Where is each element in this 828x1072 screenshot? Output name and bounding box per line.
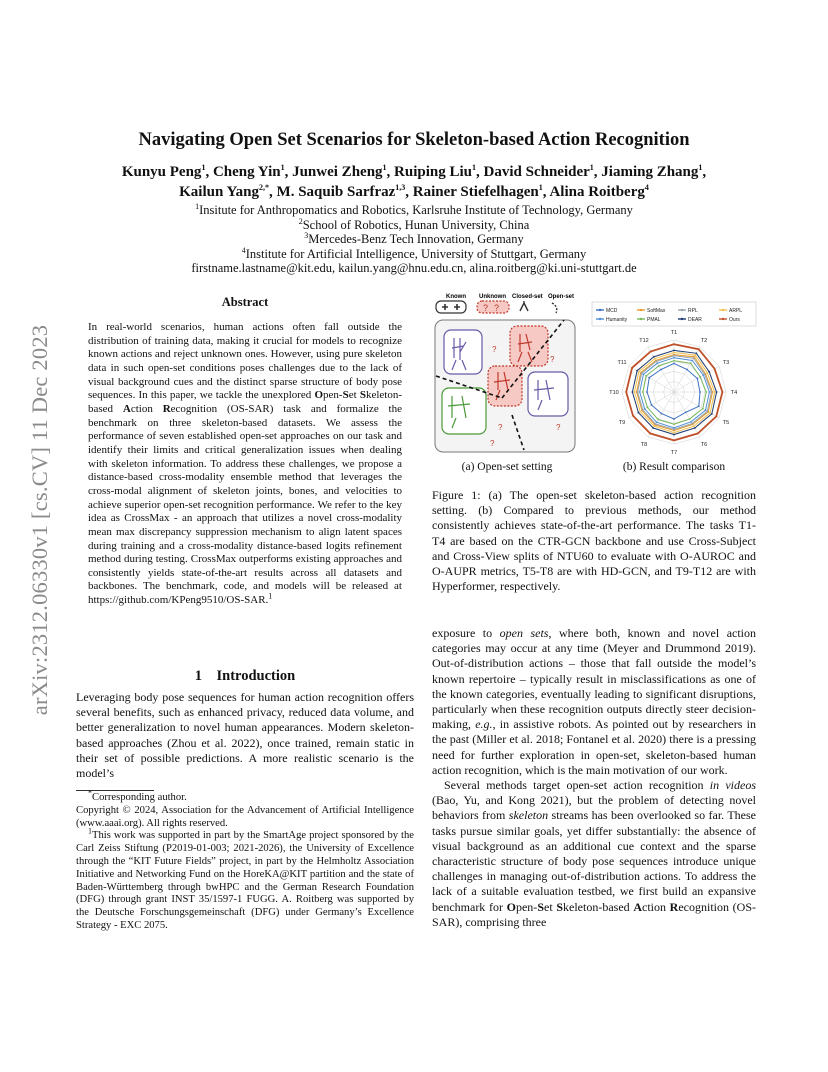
data-point <box>673 350 675 352</box>
author-affil-mark: 1 <box>382 163 387 172</box>
author-name: David Schneider <box>483 164 590 180</box>
data-point <box>714 391 716 393</box>
data-point <box>646 391 648 393</box>
author-name: Kailun Yang <box>179 184 260 200</box>
data-point <box>691 360 693 362</box>
abstract-text-part: pen- <box>323 389 343 402</box>
data-point <box>694 427 696 429</box>
legend-entry: SoftMax <box>647 308 666 314</box>
author-emails: firstname.lastname@kit.edu, kailun.yang@hnu.edu.cn, alina.roitberg@ki.uni-stuttgart.de <box>191 261 637 276</box>
legend-entry: RPL <box>688 308 698 314</box>
data-point <box>638 371 640 373</box>
footnote-mark: 1 <box>88 826 92 836</box>
legend-marker <box>722 318 724 320</box>
abstract-text-part: ction <box>130 402 163 415</box>
legend-unknown-label: Unknown <box>479 294 506 300</box>
figure-1a-open-set-setting <box>432 290 582 456</box>
arxiv-id: arXiv:2312.06330v1 [cs.CV] 11 Dec 2023 <box>27 324 52 716</box>
author-name: Cheng Yin <box>212 164 281 180</box>
legend-marker <box>681 309 683 311</box>
figure-1b-caption: (b) Result comparison <box>622 461 726 473</box>
abstract-bold-letter: S <box>359 389 366 402</box>
data-point <box>685 411 687 413</box>
data-point <box>654 358 656 360</box>
legend-entry: DEAR <box>688 317 702 323</box>
data-point <box>673 423 675 425</box>
data-point <box>632 391 634 393</box>
text-italic: in videos <box>709 778 756 793</box>
footnote-mark: * <box>88 788 92 798</box>
axis-label-t10: T10 <box>609 390 619 396</box>
data-point <box>642 391 644 393</box>
known-cluster-purple <box>528 372 568 416</box>
paper-title: Navigating Open Set Scenarios for Skeleton-based Action Recognition <box>138 130 690 150</box>
abstract-heading: Abstract <box>221 295 269 309</box>
question-icon: ? <box>492 345 497 354</box>
paragraph-open-sets <box>432 626 756 778</box>
legend-marker <box>640 318 642 320</box>
text-part: et <box>544 899 557 914</box>
data-point <box>673 429 675 431</box>
author-name: Jiaming Zhang <box>601 164 699 180</box>
data-point <box>653 425 655 427</box>
abstract-bold-letter: S <box>342 389 349 402</box>
data-point <box>651 404 653 406</box>
text-part: Several methods target open-set action recognition <box>444 778 710 793</box>
known-cluster-green <box>442 388 486 434</box>
affiliation <box>60 203 768 218</box>
author-name: Rainer Stiefelhagen <box>412 184 539 200</box>
data-point <box>690 421 692 423</box>
abstract-text-part: keleton-based <box>88 389 402 415</box>
author-list <box>60 162 768 202</box>
author-line-1: Kunyu Peng$^1$, Cheng Yin$^1$, Junwei Zheng$^1$, Ruiping Liu$^1$, David Schneider$^1$, Jiaming Zhang$^1$, <box>121 163 707 180</box>
data-point <box>634 391 636 393</box>
axis-label-t5: T5 <box>722 420 730 426</box>
data-point <box>706 372 708 374</box>
question-icon: ? <box>494 303 500 313</box>
data-point <box>673 432 675 434</box>
data-point <box>632 415 634 417</box>
text-italic: skeleton <box>508 808 549 823</box>
figure-1b-result-comparison <box>590 292 758 456</box>
data-point <box>631 367 633 369</box>
author-affil-mark: 1 <box>698 163 703 172</box>
abstract-text-part: In real-world scenarios, human actions often fall outside the distribution of training data, making it crucial for models to recognize known actions and reject unknown ones. However, using pure skeleton data in such open-set conditions poses challenges due to the lack of visual background cues and the distinct sparse structure of body pose sequences. In this paper, we tackle the unexplored <box>88 321 402 402</box>
text-part: exposure to <box>432 626 500 640</box>
legend-marker <box>640 309 642 311</box>
axis-label-t9: T9 <box>618 420 626 426</box>
affiliation <box>60 247 768 262</box>
data-point <box>693 357 695 359</box>
legend-marker <box>599 318 601 320</box>
legend-marker <box>599 309 601 311</box>
data-point <box>660 369 662 371</box>
affiliation-text: Mercedes-Benz Tech Innovation, Germany <box>308 232 524 247</box>
axis-label-t4: T4 <box>730 390 738 396</box>
data-point <box>695 352 697 354</box>
footnote-corresponding <box>76 788 414 805</box>
data-point <box>652 427 654 429</box>
arxiv-sidebar-stamp <box>20 280 60 760</box>
data-point <box>708 371 710 373</box>
data-point <box>716 391 718 393</box>
unknown-cluster-red <box>488 366 522 406</box>
data-point <box>673 343 675 345</box>
legend-open-set-label: Open-set <box>548 294 575 300</box>
data-point <box>673 439 675 441</box>
axis-label-t1: T1 <box>670 330 678 336</box>
data-point <box>708 391 710 393</box>
question-icon: ? <box>490 439 495 448</box>
abstract-body <box>88 321 402 608</box>
data-point <box>655 360 657 362</box>
legend-entry: PMAL <box>647 317 661 323</box>
data-point <box>656 421 658 423</box>
text-part: ecognition (OS-SAR), comprising three <box>432 899 756 929</box>
data-point <box>698 348 700 350</box>
legend-entry: MCD <box>606 308 618 314</box>
data-point <box>690 362 692 364</box>
data-point <box>673 427 675 429</box>
data-point <box>673 434 675 436</box>
data-point <box>673 357 675 359</box>
legend-marker <box>722 309 724 311</box>
data-point <box>655 423 657 425</box>
text-part: streams has been overlooked so far. These tasks pursue similar goals, yet differ substantially: the absence of visual background as an additional cue context and the sparse characteristic structure of body pose sequences introduce unique challenges in managing out-of-distribution actions. To address the lack of a suitable evaluation testbed, we first build an expansive benchmark for <box>432 808 756 914</box>
legend-known-box <box>436 301 466 313</box>
closed-set-boundary-icon <box>520 301 528 311</box>
author-affil-mark: 2,* <box>259 183 270 192</box>
text-bold-letter: A <box>633 899 642 914</box>
paragraph-several-methods <box>432 778 756 930</box>
data-point <box>657 419 659 421</box>
data-point <box>650 351 652 353</box>
affiliation-text: Institute for Artificial Intelligence, University of Stuttgart, Germany <box>245 246 587 261</box>
figure-1a-caption: (a) Open-set setting <box>461 461 553 473</box>
affiliation-mark: 1 <box>195 201 200 211</box>
affiliation-mark: 4 <box>241 245 246 255</box>
data-point <box>705 409 707 411</box>
abstract-bold-letter: O <box>314 389 324 402</box>
data-point <box>711 413 713 415</box>
abstract-text-part: et <box>348 389 360 402</box>
data-point <box>673 355 675 357</box>
figure-1-caption: Figure 1: (a) The open-set skeleton-based action recognition setting. (b) Compared to previous methods, our method consistently achieves state-of-the-art performance. The tasks T1-T4 are based on the CTR-GCN backbone and use Cross-Subject and Cross-View splits of NTU60 to evaluate with O-AUROC and O-AUPR metrics, T5-T8 are with HD-GCN, and T9-T12 are with Hyperformer, respectively. <box>432 488 756 594</box>
legend-entry: Ours <box>729 317 740 323</box>
data-point <box>673 418 675 420</box>
author-affil-mark: 1 <box>589 163 594 172</box>
affiliation-text: School of Robotics, Hunan University, China <box>302 217 530 232</box>
author-affil-mark: 1 <box>472 163 477 172</box>
data-point <box>637 391 639 393</box>
data-point <box>673 360 675 362</box>
data-point <box>711 391 713 393</box>
radar-chart <box>590 292 758 456</box>
axis-label-t7: T7 <box>670 450 678 456</box>
data-point <box>644 408 646 410</box>
text-part: pen- <box>515 899 538 914</box>
text-italic: open sets <box>499 626 549 640</box>
text-part: , where both, known and novel action categories may occur at any time (Meyer and Drummond 2019). Out-of-distribution actions – those that fall outside the model’s known repertoire – typically result in misclassifications as one of the known categories, eventually leading to significant disruptions, particularly when these recognition outputs directly steer decision-making, <box>432 626 757 732</box>
axis-label-t8: T8 <box>640 442 648 448</box>
introduction-text: Leveraging body pose sequences for human action recognition offers several benefits, such as enhanced privacy, reduced data volume, and better generalization to novel human appearances. Modern skeleton-based approaches (Zhou et al. 2022), once trained, remain static in their set of possible predictions. A more realistic scenario is the model’s <box>76 690 414 781</box>
data-point <box>645 375 647 377</box>
data-point <box>699 376 701 378</box>
data-point <box>702 374 704 376</box>
question-icon: ? <box>556 423 561 432</box>
text-part: , in assistive robots. As pointed out by researchers in the past (Miller et al. 2018; Fontanel et al. 2020) there is a pressing need for further exploration in open-set, skeleton-based human action recognition, which is the main motivation of our work. <box>432 717 756 777</box>
data-point <box>647 406 649 408</box>
abstract-text-part: ecognition (OS-SAR) task and formalize the benchmark on three skeleton-based datasets. We assess the performance of seven established open-set approaches on our task and identify their limits and critical generalization issues when dealing with skeleton information. To address these challenges, we propose a distance-based cross-modality ensemble method that leverages the cross-modal alignment of skeleton joints, bones, and velocities to achieve superior open-set recognition performance. We refer to the key idea as CrossMax - an approach that utilizes a novel cross-modality mean max discrepancy suppression mechanism to align latent spaces during training and a cross-modality distance-based logits refinement method during testing. CrossMax outperforms existing approaches and consistently yields state-of-the-art results across all datasets and backbones. The benchmark, code, and models will be released at https://github.com/KPeng9510/OS-SAR. <box>88 402 402 607</box>
data-point <box>694 354 696 356</box>
axis-label-t6: T6 <box>700 442 708 448</box>
data-point <box>686 369 688 371</box>
affiliation-mark: 2 <box>298 216 303 226</box>
data-point <box>642 409 644 411</box>
text-bold-letter: R <box>669 899 679 914</box>
data-point <box>639 391 641 393</box>
data-point <box>638 412 640 414</box>
footnotes <box>76 788 414 933</box>
data-point <box>648 377 650 379</box>
legend-known-label: Known <box>446 294 466 300</box>
data-point <box>673 363 675 365</box>
affiliation-text: Insitute for Anthropomatics and Robotics, Karlsruhe Institute of Technology, Germany <box>199 203 633 217</box>
footnote-text: Corresponding author. <box>92 792 187 803</box>
data-point <box>689 418 691 420</box>
data-point <box>625 391 627 393</box>
legend-entry: Humanity <box>606 317 628 323</box>
author-name: Junwei Zheng <box>292 164 383 180</box>
abstract-footnote-mark: 1 <box>268 591 273 601</box>
chart-legend <box>592 302 756 326</box>
text-part: (Bao, Yu, and Kong 2021), but the problem of detecting novel behaviors from <box>432 793 756 823</box>
data-point <box>721 391 723 393</box>
legend-entry: ARPL <box>729 308 743 314</box>
text-part: keleton-based <box>563 899 634 914</box>
legend-closed-set-label: Closed-set <box>512 294 543 300</box>
data-point <box>691 423 693 425</box>
data-point <box>649 433 651 435</box>
author-affil-mark: 1,3 <box>395 183 406 192</box>
data-point <box>714 368 716 370</box>
footnote-text: This work was supported in part by the SmartAge project sponsored by the Carl Zeiss Stiftung (P2019-01-003; 2021-2026), the University of Excellence through the “KIT Future Fields” project, in part by the Helmholtz Association Initiative and Networking Fund on the HoreKA@KIT partition and the state of Baden-Württemberg through bwHPC and the German Research Foundation (DFG) through grant INST 35/1597-1 FUGG. A. Roitberg was supported by the Deutsche Forschungsgemeinschaft (DFG) under Germany’s Excellence Strategy - EXC 2075. <box>76 830 414 931</box>
footnote-support <box>76 826 414 932</box>
legend-unknown-box <box>477 301 509 313</box>
abstract-bold-letter: R <box>162 402 171 415</box>
data-point <box>706 410 708 412</box>
data-point <box>639 411 641 413</box>
author-name: M. Saquib Sarfraz <box>276 184 396 200</box>
affiliation-list <box>60 203 768 261</box>
text-bold-letter: S <box>556 899 564 914</box>
data-point <box>697 433 699 435</box>
data-point <box>642 373 644 375</box>
affiliation-mark: 3 <box>304 231 309 241</box>
footnote-copyright: Copyright © 2024, Association for the Advancement of Artificial Intelligence (www.aaai.org). All rights reserved. <box>76 804 414 829</box>
right-column-text <box>432 626 756 930</box>
author-name: Kunyu Peng <box>121 164 202 180</box>
author-affil-mark: 1 <box>280 163 285 172</box>
data-point <box>715 416 717 418</box>
data-point <box>653 356 655 358</box>
affiliation <box>60 218 768 233</box>
author-line-2: Kailun Yang$^{2,*}$, M. Saquib Sarfraz$^{1,3}$, Rainer Stiefelhagen$^1$, Alina Roitberg$^4$ <box>179 183 649 200</box>
affiliations <box>60 203 768 276</box>
question-icon: ? <box>483 303 489 313</box>
affiliation <box>60 232 768 247</box>
text-italic: e.g. <box>475 717 493 732</box>
question-icon: ? <box>550 355 555 364</box>
known-cluster-purple <box>444 330 482 374</box>
data-point <box>709 412 711 414</box>
author-affil-mark: 1 <box>201 163 206 172</box>
text-bold-letter: O <box>506 899 516 914</box>
text-part: ction <box>642 899 670 914</box>
data-point <box>699 391 701 393</box>
data-point <box>697 378 699 380</box>
data-point <box>698 405 700 407</box>
author-affil-mark: 1 <box>538 183 543 192</box>
open-set-illustration <box>432 290 582 456</box>
axis-label-t11: T11 <box>617 360 627 366</box>
author-affil-mark: 4 <box>644 183 649 192</box>
data-point <box>636 370 638 372</box>
axis-label-t3: T3 <box>722 360 730 366</box>
data-point <box>658 365 660 367</box>
section-heading-introduction: 1 Introduction <box>194 668 296 684</box>
data-point <box>693 425 695 427</box>
text-bold-letter: S <box>537 899 544 914</box>
legend-marker <box>681 318 683 320</box>
axis-label-t2: T2 <box>700 338 708 344</box>
data-point <box>705 391 707 393</box>
data-point <box>702 408 704 410</box>
author-name: Alina Roitberg <box>549 184 645 200</box>
data-point <box>656 362 658 364</box>
data-point <box>673 352 675 354</box>
abstract-bold-letter: A <box>122 402 131 415</box>
question-icon: ? <box>498 423 503 432</box>
open-set-boundary-icon <box>552 303 557 313</box>
data-point <box>641 372 643 374</box>
author-name: Ruiping Liu <box>394 164 473 180</box>
axis-label-t12: T12 <box>639 338 649 344</box>
data-point <box>661 413 663 415</box>
